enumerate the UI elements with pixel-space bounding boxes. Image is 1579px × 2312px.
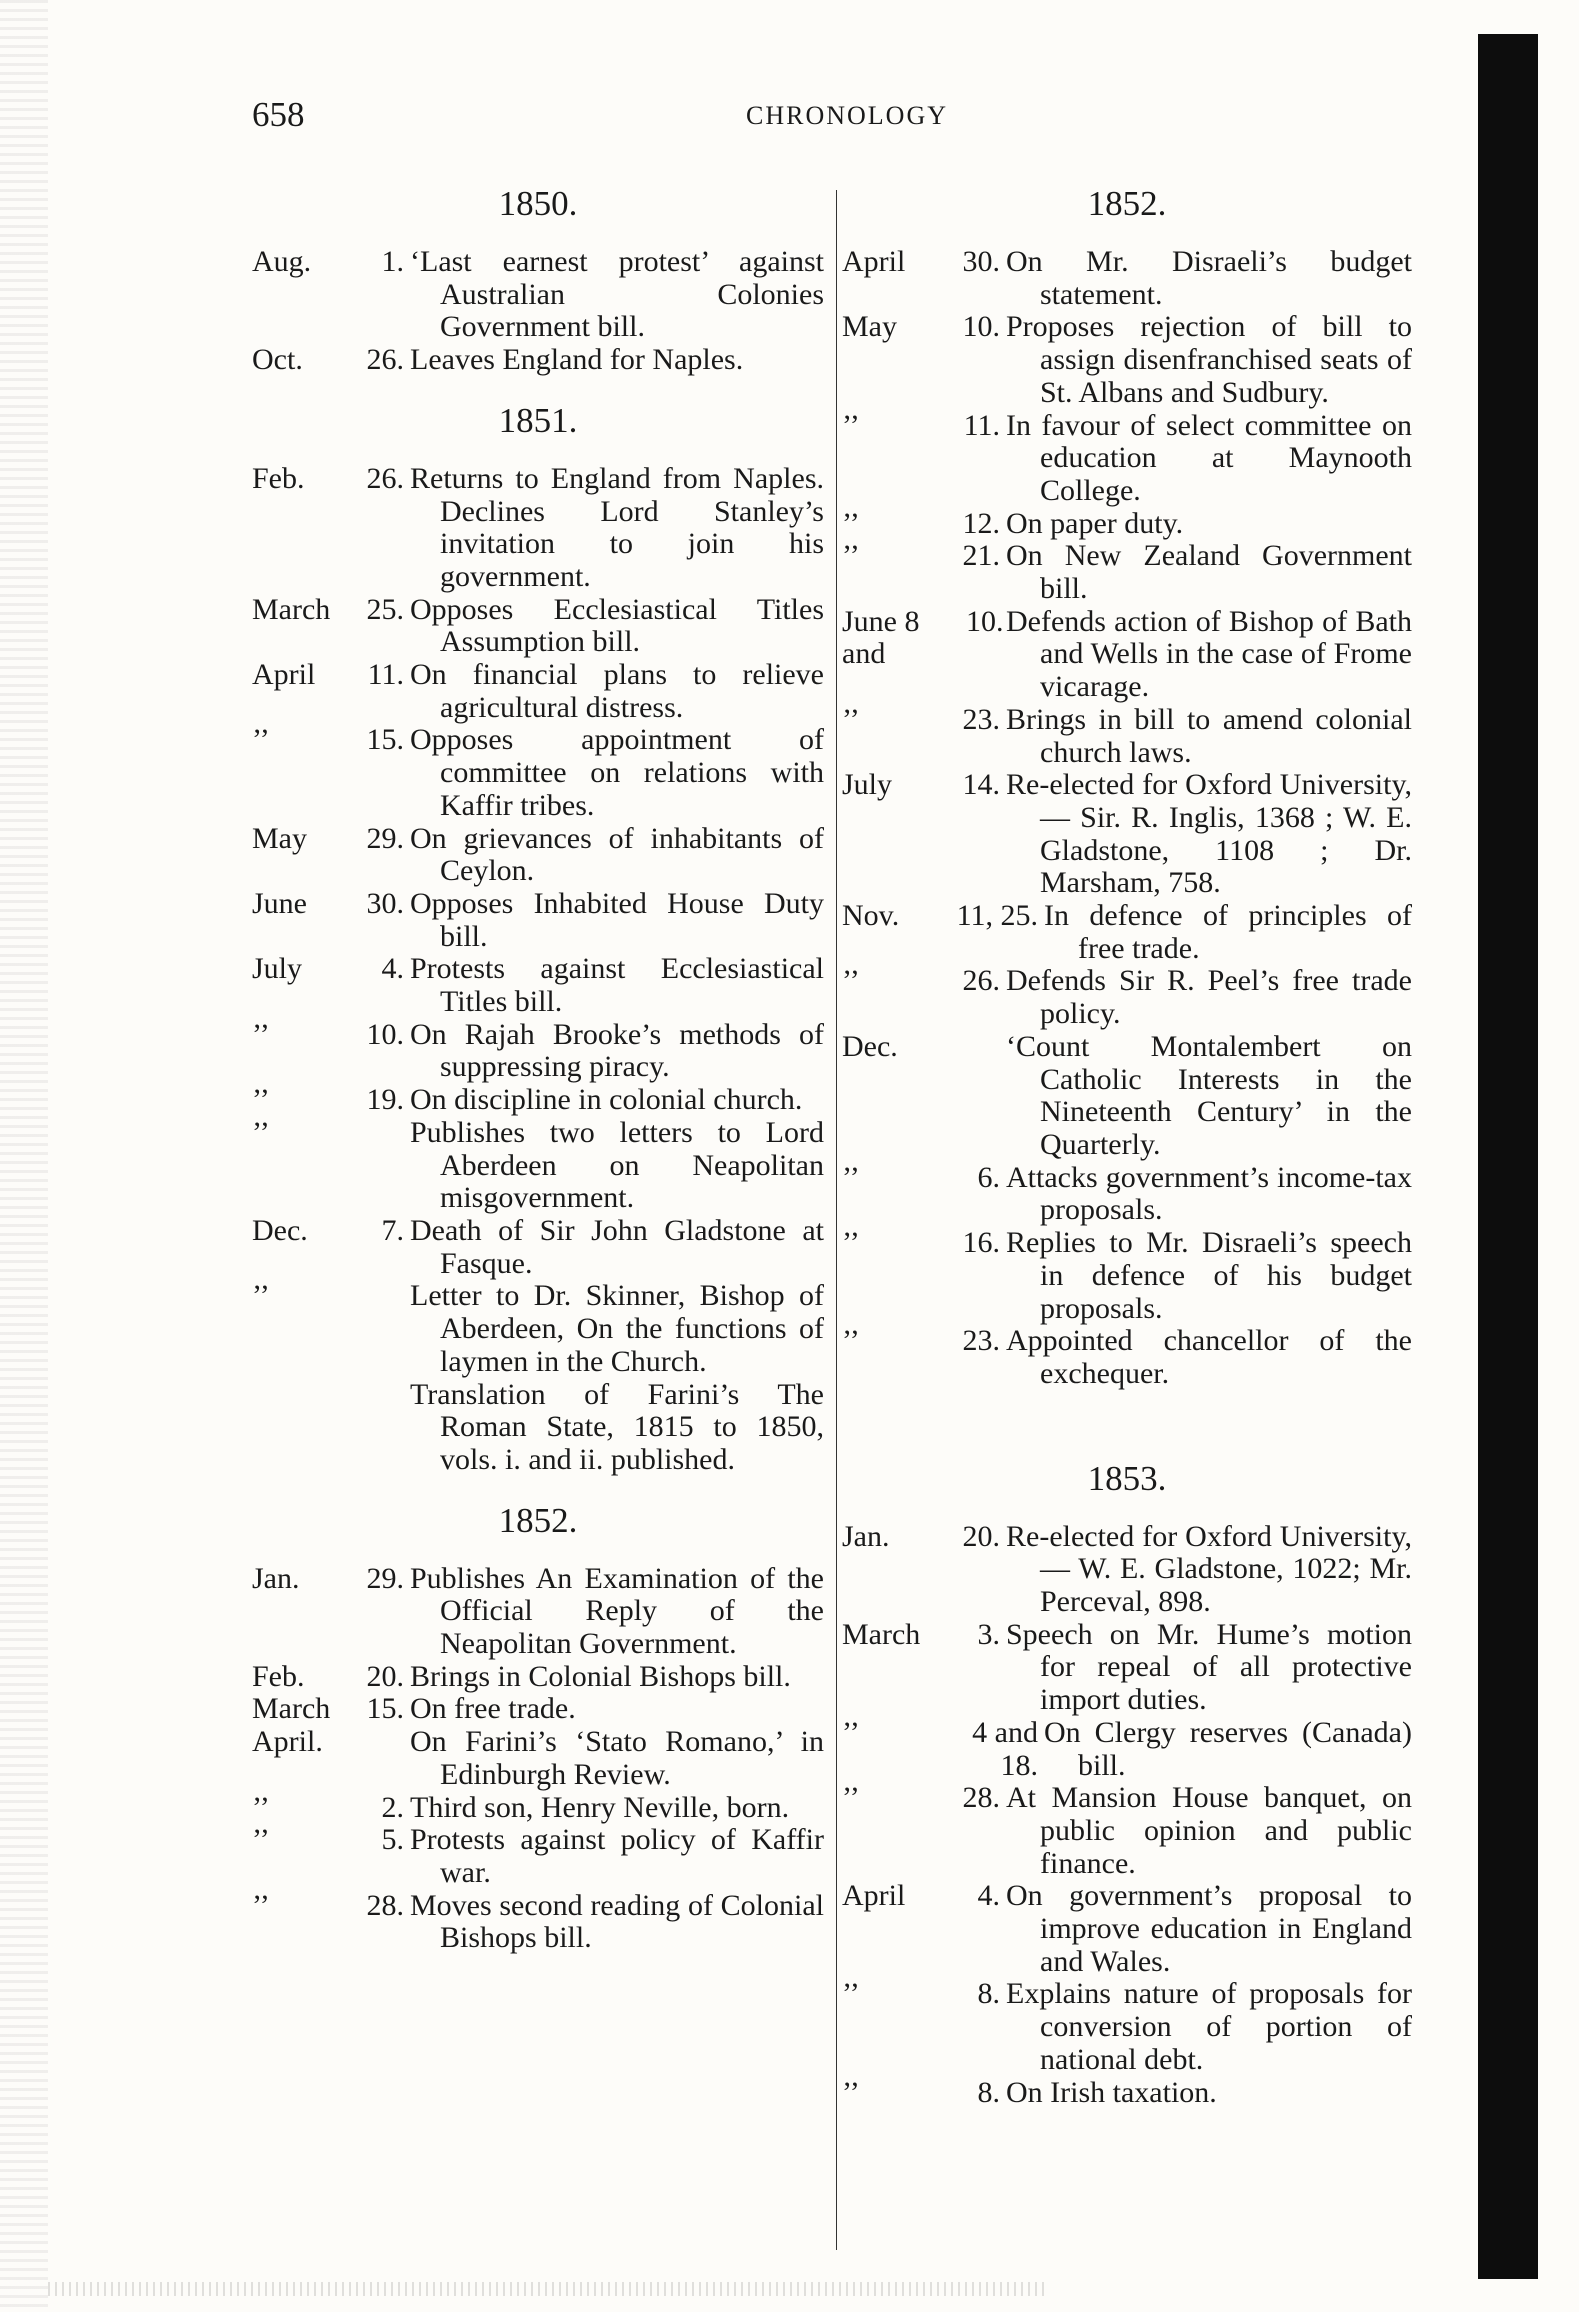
entry-month: March: [252, 1692, 331, 1726]
entry-day: 26.: [366, 461, 404, 495]
running-title: CHRONOLOGY: [746, 101, 948, 130]
entry-month: June 8 and: [842, 604, 920, 671]
entry-text: Brings in bill to amend colonial church laws.: [1006, 702, 1412, 769]
section-spacer: [842, 1391, 1412, 1453]
chronology-entry: [842, 540, 1412, 605]
entry-day: 8.: [977, 1977, 1000, 2011]
page-header: [252, 95, 1442, 139]
chronology-entry: [842, 1782, 1412, 1880]
entry-text: Brings in Colonial Bishops bill.: [410, 1659, 791, 1693]
entry-text: On New Zealand Government bill.: [1006, 539, 1412, 606]
chronology-entry: [842, 900, 1412, 965]
entry-day: 10.: [962, 310, 1000, 344]
year-heading: 1852.: [498, 1500, 578, 1540]
entry-day: 26.: [366, 343, 404, 377]
chronology-entry: [252, 1019, 824, 1084]
chronology-entry: [252, 1215, 824, 1280]
entry-text: On discipline in colonial church.: [410, 1083, 803, 1117]
entry-text: Publishes An Examination of the Official Reply of the Neapolitan Government.: [410, 1561, 824, 1661]
chronology-entry: [252, 1693, 824, 1726]
chronology-entry: [252, 594, 824, 659]
chronology-entry: [252, 1824, 824, 1889]
entry-text: Replies to Mr. Disraeli’s speech in defence of his budget proposals.: [1006, 1226, 1412, 1325]
chronology-entry: [842, 1031, 1412, 1162]
entry-day: 23.: [962, 1324, 1000, 1358]
entry-month: Nov.: [842, 899, 900, 933]
chronology-entry: [842, 704, 1412, 769]
chronology-entry: [842, 606, 1412, 704]
entry-text: Appointed chancellor of the exchequer.: [1006, 1324, 1412, 1390]
entry-text: On Clergy reserves (Canada) bill.: [1044, 1715, 1412, 1782]
year-heading: 1850.: [498, 184, 578, 223]
entry-month: Feb.: [252, 1659, 305, 1693]
entry-text: Death of Sir John Gladstone at Fasque.: [410, 1213, 824, 1280]
entry-text: Publishes two letters to Lord Aberdeen on Neapolitan misgovernment.: [410, 1115, 824, 1215]
section-spacer: [252, 1477, 824, 1495]
entry-day: 1.: [381, 245, 404, 278]
entry-day: 23.: [962, 702, 1000, 736]
column-divider: [836, 190, 837, 2250]
entry-day: 25.: [366, 592, 404, 626]
entry-day: 20.: [962, 1519, 1000, 1553]
chronology-entry: [252, 463, 824, 594]
chronology-entry: [252, 1563, 824, 1661]
entry-month: ’’: [252, 1017, 270, 1051]
entry-text: In defence of principles of free trade.: [1044, 899, 1412, 965]
entry-text: On Rajah Brooke’s methods of suppressing piracy.: [410, 1017, 824, 1084]
entry-month: [252, 1379, 352, 1477]
chronology-entry: [252, 246, 824, 344]
chronology-entry: [252, 1661, 824, 1694]
entry-text: Protests against Ecclesiastical Titles bill.: [410, 952, 824, 1019]
entry-day: 11.: [963, 408, 1000, 442]
chronology-entry: [252, 1890, 824, 1955]
chronology-entry: [252, 823, 824, 888]
entry-day: 15.: [366, 1692, 404, 1726]
right-column: [842, 178, 1412, 2109]
entry-text: Defends Sir R. Peel’s free trade policy.: [1006, 964, 1412, 1031]
entry-text: Proposes rejection of bill to assign disenfranchised seats of St. Albans and Sudbury.: [1006, 310, 1412, 409]
entry-month: July: [842, 768, 893, 802]
entry-text: On financial plans to relieve agricultural distress.: [410, 658, 824, 724]
entry-month: ’’: [842, 1226, 860, 1260]
entry-month: April: [842, 245, 906, 278]
chronology-entry: [842, 311, 1412, 409]
entry-text: Translation of Farini’s The Roman State, 1815 to 1850, vols. i. and ii. published.: [410, 1377, 824, 1476]
chronology-entry: [842, 1227, 1412, 1325]
entry-month: ’’: [252, 1888, 270, 1922]
entry-month: ’’: [252, 1279, 270, 1313]
entry-text: Defends action of Bishop of Bath and Wells in the case of Frome vicarage.: [1006, 604, 1412, 704]
entry-month: Feb.: [252, 461, 305, 495]
entry-month: ’’: [842, 964, 860, 998]
entry-month: March: [252, 592, 331, 626]
entry-month: April: [842, 1879, 906, 1913]
entry-day: 2.: [381, 1790, 404, 1824]
entry-day: 12.: [962, 506, 1000, 540]
entry-text: Returns to England from Naples. Declines Lord Stanley’s invitation to join his government.: [410, 461, 824, 593]
entry-text: On grievances of inhabitants of Ceylon.: [410, 821, 824, 888]
page-number: 658: [252, 95, 305, 134]
chronology-entry: [842, 1521, 1412, 1619]
chronology-entry: [842, 508, 1412, 541]
entry-month: ’’: [842, 539, 860, 573]
chronology-entry: [842, 410, 1412, 508]
chronology-entry: [252, 659, 824, 724]
entry-month: Dec.: [842, 1029, 898, 1063]
entry-day: 30.: [366, 886, 404, 920]
entry-month: Jan.: [842, 1519, 890, 1553]
entry-day: 3.: [977, 1617, 1000, 1651]
entry-day: 11.: [367, 658, 404, 692]
chronology-entry: [252, 344, 824, 377]
entry-text: Leaves England for Naples.: [410, 343, 744, 377]
entry-day: 14.: [962, 768, 1000, 802]
chronology-entry: [252, 1379, 824, 1477]
scan-bottom-noise: [48, 2282, 1048, 2296]
entry-text: Opposes Ecclesiastical Titles Assumption bill.: [410, 592, 824, 659]
entry-month: ’’: [252, 1115, 270, 1149]
entry-day: 4 and 18.: [972, 1715, 1038, 1782]
scan-black-border: [1478, 34, 1538, 2279]
chronology-entry: [842, 246, 1412, 311]
chronology-entry: [842, 1325, 1412, 1390]
entry-day: 28.: [366, 1888, 404, 1922]
entry-month: ’’: [842, 1324, 860, 1358]
section-spacer: [252, 377, 824, 395]
entry-text: Speech on Mr. Hume’s motion for repeal of all protective import duties.: [1006, 1617, 1412, 1717]
chronology-entry: [842, 965, 1412, 1030]
entry-text: On government’s proposal to improve education in England and Wales.: [1006, 1879, 1412, 1978]
entry-text: Attacks government’s income-tax proposals.: [1006, 1160, 1412, 1227]
chronology-entry: [252, 1280, 824, 1378]
chronology-entry: [252, 1792, 824, 1825]
entry-day: 4.: [977, 1879, 1000, 1913]
entry-day: 4.: [381, 952, 404, 986]
entry-text: On free trade.: [410, 1692, 576, 1726]
entry-day: 7.: [381, 1213, 404, 1247]
chronology-entry: [842, 1717, 1412, 1782]
left-column: [252, 178, 824, 1955]
year-heading: 1853.: [1087, 1458, 1167, 1498]
entry-text: Letter to Dr. Skinner, Bishop of Aberdeen, On the functions of laymen in the Church.: [410, 1279, 824, 1378]
entry-month: ’’: [842, 1715, 860, 1749]
entry-month: Oct.: [252, 343, 303, 377]
entry-month: April: [252, 658, 316, 692]
entry-month: ’’: [842, 1160, 860, 1194]
entry-text: On Mr. Disraeli’s budget statement.: [1006, 245, 1412, 311]
entry-day: 30.: [962, 245, 1000, 278]
entry-month: ’’: [252, 1823, 270, 1857]
entry-day: 10.: [366, 1017, 404, 1051]
entry-text: Moves second reading of Colonial Bishops bill.: [410, 1888, 824, 1955]
entry-month: ’’: [842, 702, 860, 736]
entry-day: 19.: [366, 1083, 404, 1117]
entry-day: 26.: [962, 964, 1000, 998]
entry-text: Opposes Inhabited House Duty bill.: [410, 886, 824, 953]
entry-day: [352, 1726, 410, 1791]
entry-day: 8.: [977, 2075, 1000, 2109]
entry-month: July: [252, 952, 303, 986]
entry-text: On Farini’s ‘Stato Romano,’ in Edinburgh Review.: [410, 1725, 824, 1791]
entry-month: ’’: [252, 723, 270, 757]
entry-month: June: [252, 886, 307, 920]
entry-text: Third son, Henry Neville, born.: [410, 1790, 790, 1824]
entry-day: [352, 1117, 410, 1215]
entry-month: March: [842, 1617, 921, 1651]
entry-text: ‘Count Montalembert on Catholic Interests in the Nineteenth Century’ in the Quarterly.: [1006, 1029, 1412, 1161]
year-heading: 1851.: [498, 400, 578, 440]
chronology-entry: [842, 769, 1412, 900]
chronology-entry: [252, 1117, 824, 1215]
chronology-entry: [252, 724, 824, 822]
entry-day: 16.: [962, 1226, 1000, 1260]
entry-day: 29.: [366, 1561, 404, 1595]
entry-day: 15.: [366, 723, 404, 757]
entry-text: In favour of select committee on education at Maynooth College.: [1006, 408, 1412, 507]
entry-month: May: [842, 310, 897, 344]
entry-text: Opposes appointment of committee on relations with Kaffir tribes.: [410, 723, 824, 822]
entry-text: On paper duty.: [1006, 506, 1184, 540]
entry-month: May: [252, 821, 307, 855]
entry-day: [352, 1379, 410, 1477]
entry-month: ’’: [842, 1977, 860, 2011]
chronology-entry: [842, 1880, 1412, 1978]
entry-text: Re-elected for Oxford University, — Sir. R. Inglis, 1368 ; W. E. Gladstone, 1108 ; Dr. Marsham, 758.: [1006, 768, 1412, 900]
chronology-entry: [252, 1726, 824, 1791]
entry-day: 6.: [977, 1160, 1000, 1194]
entry-month: ’’: [842, 408, 860, 442]
entry-text: On Irish taxation.: [1006, 2075, 1217, 2109]
entry-month: ’’: [252, 1790, 270, 1824]
entry-month: ’’: [252, 1083, 270, 1117]
chronology-entry: [842, 2077, 1412, 2110]
entry-day: 5.: [381, 1823, 404, 1857]
entry-month: ’’: [842, 506, 860, 540]
entry-text: Re-elected for Oxford University, — W. E. Gladstone, 1022; Mr. Perceval, 898.: [1006, 1519, 1412, 1619]
entry-month: Jan.: [252, 1561, 300, 1595]
entry-day: [352, 1280, 410, 1378]
chronology-entry: [252, 888, 824, 953]
entry-text: Protests against policy of Kaffir war.: [410, 1823, 824, 1889]
entry-text: ‘Last earnest protest’ against Australian Colonies Government bill.: [410, 245, 824, 344]
year-heading: 1852.: [1087, 184, 1167, 223]
entry-text: Explains nature of proposals for conversion of portion of national debt.: [1006, 1977, 1412, 2076]
entry-month: Aug.: [252, 245, 312, 278]
entry-month: April.: [252, 1725, 323, 1759]
entry-day: 29.: [366, 821, 404, 855]
entry-month: Dec.: [252, 1213, 308, 1247]
entry-text: At Mansion House banquet, on public opinion and public finance.: [1006, 1781, 1412, 1880]
chronology-entry: [252, 953, 824, 1018]
entry-month: ’’: [842, 1781, 860, 1815]
entry-day: [942, 1031, 1006, 1162]
chronology-entry: [842, 1978, 1412, 2076]
entry-day: 28.: [962, 1781, 1000, 1815]
entry-month: ’’: [842, 2075, 860, 2109]
entry-day: 21.: [962, 539, 1000, 573]
entry-day: 10.: [966, 604, 1004, 638]
chronology-entry: [842, 1162, 1412, 1227]
entry-day: 20.: [366, 1659, 404, 1693]
entry-day: 11, 25.: [956, 899, 1038, 933]
scan-edge: [0, 0, 48, 2312]
chronology-entry: [842, 1619, 1412, 1717]
chronology-entry: [252, 1084, 824, 1117]
